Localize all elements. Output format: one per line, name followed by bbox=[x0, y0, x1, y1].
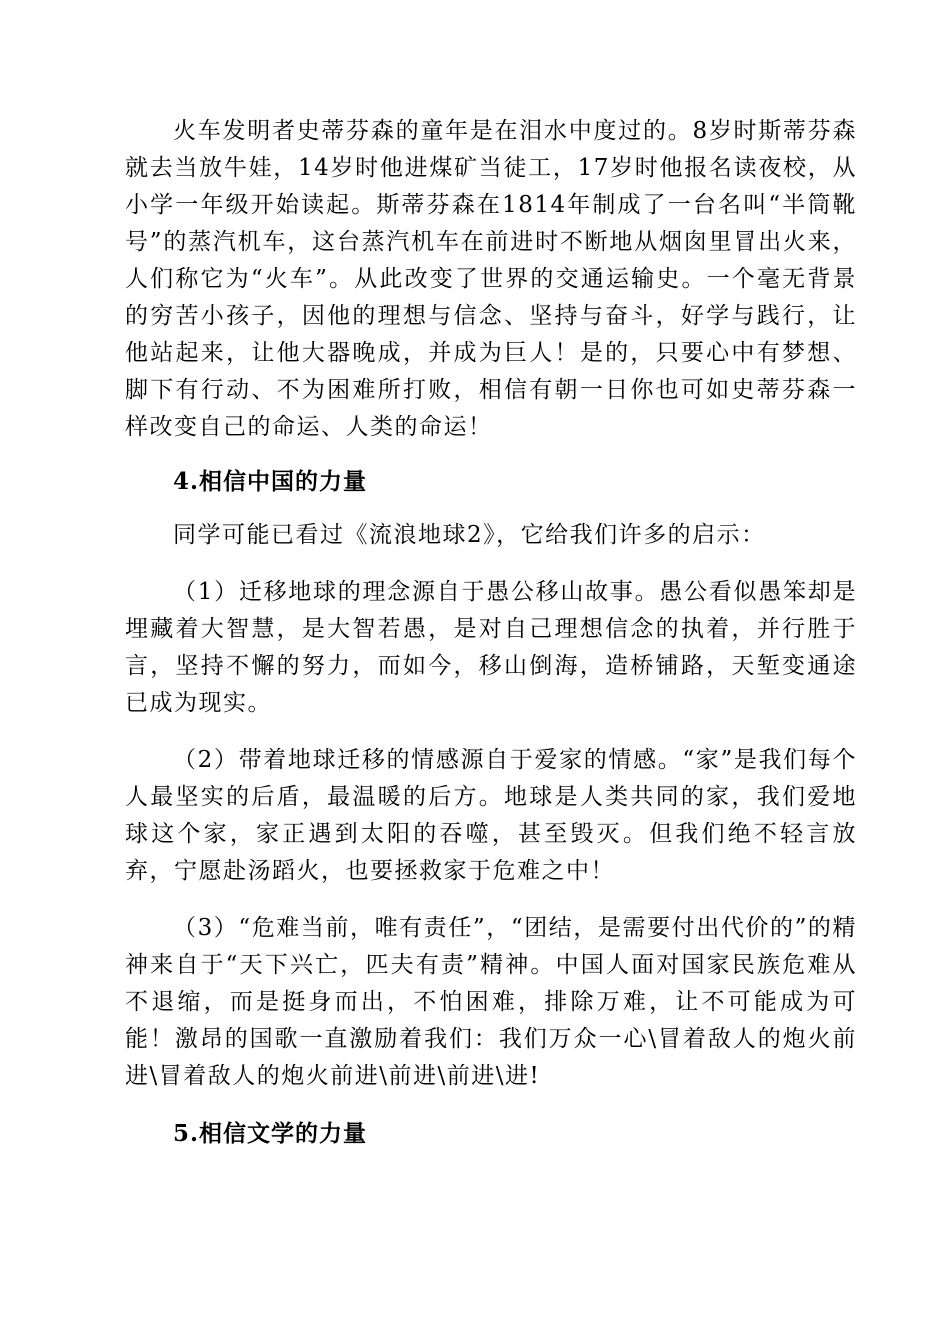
document-body bbox=[125, 113, 857, 1152]
paragraph-point-3: （3）“危难当前，唯有责任”，“团结，是需要付出代价的”的精神来自于“天下兴亡，匹夫有责”精神。中国人面对国家民族危难从不退缩，而是挺身而出，不怕困难，排除万难，让不可能成为可能！激昂的国歌一直激励着我们：我们万众一心\冒着敌人的炮火前进\冒着敌人的炮火前进\前进\前进\进! bbox=[125, 915, 857, 1089]
heading-section-4: 4.相信中国的力量 bbox=[173, 468, 368, 495]
paragraph-intro-wandering-earth: 同学可能已看过《流浪地球2》，它给我们许多的启示： bbox=[173, 522, 766, 548]
heading-section-5: 5.相信文学的力量 bbox=[173, 1120, 368, 1147]
paragraph-point-2: （2）带着地球迁移的情感源自于爱家的情感。“家”是我们每个人最坚实的后盾，最温暖的后方。地球是人类共同的家，我们爱地球这个家，家正遇到太阳的吞噬，甚至毁灭。但我们绝不轻言放弃，宁愿赴汤蹈火，也要拯救家于危难之中！ bbox=[125, 747, 857, 884]
paragraph-point-1: （1）迁移地球的理念源自于愚公移山故事。愚公看似愚笨却是埋藏着大智慧，是大智若愚，是对自己理想信念的执着，并行胜于言，坚持不懈的努力，而如今，移山倒海，造桥铺路，天堑变通途已成为现实。 bbox=[125, 579, 857, 716]
paragraph-stephenson: 火车发明者史蒂芬森的童年是在泪水中度过的。8岁时斯蒂芬森就去当放牛娃，14岁时他进煤矿当徒工，17岁时他报名读夜校，从小学一年级开始读起。斯蒂芬森在1814年制成了一台名叫“半筒靴号”的蒸汽机车，这台蒸汽机车在前进时不断地从烟囱里冒出火来，人们称它为“火车”。从此改变了世界的交通运输史。一个毫无背景的穷苦小孩子，因他的理想与信念、坚持与奋斗，好学与践行，让他站起来，让他大器晚成，并成为巨人！是的，只要心中有梦想、脚下有行动、不为困难所打败，相信有朝一日你也可如史蒂芬森一样改变自己的命运、人类的命运！ bbox=[125, 118, 857, 440]
